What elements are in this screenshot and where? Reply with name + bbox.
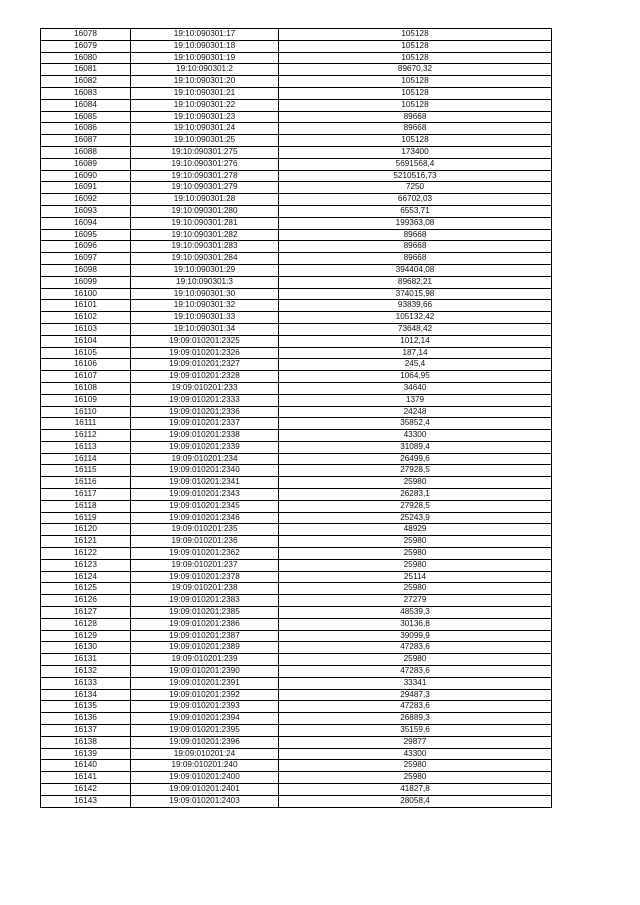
- value-cell: 105128: [279, 76, 552, 88]
- table-row: [41, 548, 552, 560]
- cadastral-number-cell: 19:10:090301:281: [131, 217, 279, 229]
- value-cell: 27928,5: [279, 465, 552, 477]
- table-row: [41, 158, 552, 170]
- cadastral-number-cell: 19:09:010201:235: [131, 524, 279, 536]
- cadastral-number-cell: 19:09:010201:2387: [131, 630, 279, 642]
- value-cell: 1379: [279, 394, 552, 406]
- table-row: [41, 382, 552, 394]
- value-cell: 25980: [279, 772, 552, 784]
- table-row: [41, 418, 552, 430]
- table-row: [41, 264, 552, 276]
- cadastral-number-cell: 19:09:010201:2338: [131, 430, 279, 442]
- value-cell: 28058,4: [279, 795, 552, 807]
- cadastral-number-cell: 19:09:010201:2327: [131, 359, 279, 371]
- table-row: [41, 135, 552, 147]
- table-row: [41, 748, 552, 760]
- row-number-cell: 16089: [41, 158, 131, 170]
- row-number-cell: 16123: [41, 559, 131, 571]
- cadastral-number-cell: 19:09:010201:2385: [131, 607, 279, 619]
- table-row: [41, 64, 552, 76]
- value-cell: 105128: [279, 40, 552, 52]
- table-row: [41, 312, 552, 324]
- table-row: [41, 559, 552, 571]
- table-row: [41, 430, 552, 442]
- cadastral-number-cell: 19:09:010201:2396: [131, 736, 279, 748]
- cadastral-number-cell: 19:09:010201:238: [131, 583, 279, 595]
- value-cell: 89668: [279, 241, 552, 253]
- value-cell: 89668: [279, 123, 552, 135]
- row-number-cell: 16142: [41, 784, 131, 796]
- value-cell: 1012,14: [279, 335, 552, 347]
- cadastral-number-cell: 19:10:090301:284: [131, 253, 279, 265]
- cadastral-number-cell: 19:10:090301:278: [131, 170, 279, 182]
- row-number-cell: 16110: [41, 406, 131, 418]
- table-row: [41, 441, 552, 453]
- value-cell: 25980: [279, 654, 552, 666]
- table-row: [41, 784, 552, 796]
- cadastral-number-cell: 19:09:010201:234: [131, 453, 279, 465]
- table-row: [41, 500, 552, 512]
- table-row: [41, 571, 552, 583]
- row-number-cell: 16116: [41, 477, 131, 489]
- row-number-cell: 16115: [41, 465, 131, 477]
- table-row: [41, 677, 552, 689]
- table-row: [41, 453, 552, 465]
- value-cell: 43300: [279, 430, 552, 442]
- row-number-cell: 16078: [41, 29, 131, 41]
- row-number-cell: 16094: [41, 217, 131, 229]
- cadastral-number-cell: 19:10:090301:29: [131, 264, 279, 276]
- value-cell: 33341: [279, 677, 552, 689]
- cadastral-number-cell: 19:10:090301:22: [131, 99, 279, 111]
- table-row: [41, 170, 552, 182]
- value-cell: 26283,1: [279, 489, 552, 501]
- value-cell: 5210516,73: [279, 170, 552, 182]
- table-row: [41, 52, 552, 64]
- row-number-cell: 16133: [41, 677, 131, 689]
- cadastral-number-cell: 19:10:090301:279: [131, 182, 279, 194]
- value-cell: 25243,9: [279, 512, 552, 524]
- row-number-cell: 16088: [41, 146, 131, 158]
- table-row: [41, 394, 552, 406]
- cadastral-number-cell: 19:09:010201:2390: [131, 666, 279, 678]
- cadastral-number-cell: 19:10:090301:33: [131, 312, 279, 324]
- row-number-cell: 16082: [41, 76, 131, 88]
- value-cell: 25980: [279, 583, 552, 595]
- cadastral-number-cell: 19:09:010201:2386: [131, 618, 279, 630]
- cadastral-number-cell: 19:09:010201:233: [131, 382, 279, 394]
- cadastral-number-cell: 19:09:010201:2325: [131, 335, 279, 347]
- row-number-cell: 16097: [41, 253, 131, 265]
- table-body: [41, 29, 552, 808]
- row-number-cell: 16124: [41, 571, 131, 583]
- table-row: [41, 607, 552, 619]
- table-row: [41, 123, 552, 135]
- value-cell: 48539,3: [279, 607, 552, 619]
- cadastral-number-cell: 19:09:010201:2401: [131, 784, 279, 796]
- value-cell: 89682,21: [279, 276, 552, 288]
- cadastral-number-cell: 19:09:010201:2403: [131, 795, 279, 807]
- cadastral-number-cell: 19:10:090301:19: [131, 52, 279, 64]
- row-number-cell: 16140: [41, 760, 131, 772]
- value-cell: 105128: [279, 87, 552, 99]
- cadastral-number-cell: 19:09:010201:2328: [131, 371, 279, 383]
- cadastral-number-cell: 19:10:090301:32: [131, 300, 279, 312]
- row-number-cell: 16131: [41, 654, 131, 666]
- table-row: [41, 760, 552, 772]
- row-number-cell: 16109: [41, 394, 131, 406]
- row-number-cell: 16127: [41, 607, 131, 619]
- table-row: [41, 29, 552, 41]
- table-row: [41, 111, 552, 123]
- cadastral-number-cell: 19:09:010201:237: [131, 559, 279, 571]
- table-row: [41, 689, 552, 701]
- table-row: [41, 666, 552, 678]
- table-row: [41, 182, 552, 194]
- table-row: [41, 772, 552, 784]
- table-row: [41, 335, 552, 347]
- table-row: [41, 359, 552, 371]
- value-cell: 26889,3: [279, 713, 552, 725]
- value-cell: 93839,66: [279, 300, 552, 312]
- table-row: [41, 512, 552, 524]
- table-row: [41, 40, 552, 52]
- cadastral-number-cell: 19:09:010201:2400: [131, 772, 279, 784]
- row-number-cell: 16103: [41, 323, 131, 335]
- row-number-cell: 16143: [41, 795, 131, 807]
- value-cell: 27279: [279, 595, 552, 607]
- value-cell: 29487,3: [279, 689, 552, 701]
- row-number-cell: 16137: [41, 725, 131, 737]
- value-cell: 35852,4: [279, 418, 552, 430]
- row-number-cell: 16084: [41, 99, 131, 111]
- cadastral-number-cell: 19:10:090301:28: [131, 194, 279, 206]
- table-row: [41, 465, 552, 477]
- table-row: [41, 642, 552, 654]
- row-number-cell: 16096: [41, 241, 131, 253]
- value-cell: 173400: [279, 146, 552, 158]
- value-cell: 39099,9: [279, 630, 552, 642]
- value-cell: 105132,42: [279, 312, 552, 324]
- cadastral-number-cell: 19:09:010201:2391: [131, 677, 279, 689]
- row-number-cell: 16106: [41, 359, 131, 371]
- document-page: [40, 28, 551, 808]
- value-cell: 89670,32: [279, 64, 552, 76]
- row-number-cell: 16129: [41, 630, 131, 642]
- row-number-cell: 16079: [41, 40, 131, 52]
- cadastral-number-cell: 19:09:010201:2395: [131, 725, 279, 737]
- cadastral-number-cell: 19:10:090301:282: [131, 229, 279, 241]
- value-cell: 41827,8: [279, 784, 552, 796]
- value-cell: 25980: [279, 536, 552, 548]
- value-cell: 105128: [279, 135, 552, 147]
- table-row: [41, 87, 552, 99]
- table-row: [41, 795, 552, 807]
- value-cell: 374015,98: [279, 288, 552, 300]
- cadastral-number-cell: 19:10:090301:24: [131, 123, 279, 135]
- cadastral-number-cell: 19:09:010201:2343: [131, 489, 279, 501]
- cadastral-number-cell: 19:10:090301:18: [131, 40, 279, 52]
- row-number-cell: 16085: [41, 111, 131, 123]
- row-number-cell: 16132: [41, 666, 131, 678]
- row-number-cell: 16134: [41, 689, 131, 701]
- value-cell: 1064,95: [279, 371, 552, 383]
- cadastral-number-cell: 19:10:090301:23: [131, 111, 279, 123]
- row-number-cell: 16113: [41, 441, 131, 453]
- table-row: [41, 194, 552, 206]
- table-row: [41, 477, 552, 489]
- cadastral-number-cell: 19:09:010201:24: [131, 748, 279, 760]
- row-number-cell: 16092: [41, 194, 131, 206]
- value-cell: 199363,08: [279, 217, 552, 229]
- table-row: [41, 288, 552, 300]
- cadastral-number-cell: 19:09:010201:2389: [131, 642, 279, 654]
- value-cell: 89668: [279, 111, 552, 123]
- cadastral-number-cell: 19:09:010201:2346: [131, 512, 279, 524]
- table-row: [41, 276, 552, 288]
- cadastral-number-cell: 19:09:010201:2383: [131, 595, 279, 607]
- cadastral-number-cell: 19:09:010201:2336: [131, 406, 279, 418]
- table-row: [41, 713, 552, 725]
- value-cell: 43300: [279, 748, 552, 760]
- row-number-cell: 16118: [41, 500, 131, 512]
- value-cell: 30136,8: [279, 618, 552, 630]
- cadastral-number-cell: 19:10:090301:283: [131, 241, 279, 253]
- table-row: [41, 583, 552, 595]
- table-row: [41, 406, 552, 418]
- cadastral-number-cell: 19:09:010201:236: [131, 536, 279, 548]
- value-cell: 47283,6: [279, 666, 552, 678]
- row-number-cell: 16108: [41, 382, 131, 394]
- cadastral-number-cell: 19:09:010201:2378: [131, 571, 279, 583]
- table-row: [41, 347, 552, 359]
- value-cell: 25980: [279, 559, 552, 571]
- cadastral-number-cell: 19:09:010201:239: [131, 654, 279, 666]
- table-row: [41, 229, 552, 241]
- row-number-cell: 16105: [41, 347, 131, 359]
- row-number-cell: 16099: [41, 276, 131, 288]
- row-number-cell: 16083: [41, 87, 131, 99]
- table-row: [41, 618, 552, 630]
- table-row: [41, 323, 552, 335]
- value-cell: 25980: [279, 548, 552, 560]
- value-cell: 25980: [279, 760, 552, 772]
- table-row: [41, 76, 552, 88]
- cadastral-number-cell: 19:10:090301:275: [131, 146, 279, 158]
- value-cell: 6553,71: [279, 205, 552, 217]
- row-number-cell: 16087: [41, 135, 131, 147]
- cadastral-number-cell: 19:09:010201:2393: [131, 701, 279, 713]
- row-number-cell: 16125: [41, 583, 131, 595]
- row-number-cell: 16093: [41, 205, 131, 217]
- value-cell: 25980: [279, 477, 552, 489]
- table-row: [41, 489, 552, 501]
- value-cell: 47283,6: [279, 642, 552, 654]
- value-cell: 48929: [279, 524, 552, 536]
- row-number-cell: 16095: [41, 229, 131, 241]
- row-number-cell: 16102: [41, 312, 131, 324]
- row-number-cell: 16128: [41, 618, 131, 630]
- value-cell: 394404,08: [279, 264, 552, 276]
- value-cell: 105128: [279, 29, 552, 41]
- value-cell: 25114: [279, 571, 552, 583]
- table-row: [41, 146, 552, 158]
- value-cell: 73648,42: [279, 323, 552, 335]
- cadastral-number-cell: 19:09:010201:2341: [131, 477, 279, 489]
- cadastral-number-cell: 19:09:010201:2337: [131, 418, 279, 430]
- table-row: [41, 205, 552, 217]
- value-cell: 26499,6: [279, 453, 552, 465]
- value-cell: 89668: [279, 253, 552, 265]
- value-cell: 105128: [279, 52, 552, 64]
- row-number-cell: 16090: [41, 170, 131, 182]
- row-number-cell: 16080: [41, 52, 131, 64]
- row-number-cell: 16111: [41, 418, 131, 430]
- row-number-cell: 16101: [41, 300, 131, 312]
- row-number-cell: 16098: [41, 264, 131, 276]
- cadastral-number-cell: 19:10:090301:34: [131, 323, 279, 335]
- value-cell: 66702,03: [279, 194, 552, 206]
- cadastral-number-cell: 19:09:010201:2333: [131, 394, 279, 406]
- row-number-cell: 16100: [41, 288, 131, 300]
- value-cell: 245,4: [279, 359, 552, 371]
- table-row: [41, 536, 552, 548]
- cadastral-number-cell: 19:10:090301:25: [131, 135, 279, 147]
- value-cell: 24248: [279, 406, 552, 418]
- table-row: [41, 241, 552, 253]
- table-row: [41, 300, 552, 312]
- table-row: [41, 99, 552, 111]
- row-number-cell: 16122: [41, 548, 131, 560]
- row-number-cell: 16120: [41, 524, 131, 536]
- table-row: [41, 701, 552, 713]
- cadastral-number-cell: 19:10:090301:276: [131, 158, 279, 170]
- row-number-cell: 16107: [41, 371, 131, 383]
- value-cell: 29877: [279, 736, 552, 748]
- table-row: [41, 630, 552, 642]
- row-number-cell: 16119: [41, 512, 131, 524]
- row-number-cell: 16135: [41, 701, 131, 713]
- row-number-cell: 16121: [41, 536, 131, 548]
- value-cell: 27928,5: [279, 500, 552, 512]
- table-row: [41, 371, 552, 383]
- value-cell: 34640: [279, 382, 552, 394]
- cadastral-number-cell: 19:10:090301:3: [131, 276, 279, 288]
- cadastral-number-cell: 19:09:010201:240: [131, 760, 279, 772]
- table-row: [41, 253, 552, 265]
- value-cell: 7250: [279, 182, 552, 194]
- cadastral-number-cell: 19:10:090301:17: [131, 29, 279, 41]
- table-row: [41, 654, 552, 666]
- row-number-cell: 16117: [41, 489, 131, 501]
- cadastral-number-cell: 19:09:010201:2340: [131, 465, 279, 477]
- cadastral-number-cell: 19:10:090301:2: [131, 64, 279, 76]
- table-row: [41, 524, 552, 536]
- data-table: [40, 28, 552, 808]
- cadastral-number-cell: 19:10:090301:280: [131, 205, 279, 217]
- table-row: [41, 595, 552, 607]
- cadastral-number-cell: 19:09:010201:2362: [131, 548, 279, 560]
- row-number-cell: 16141: [41, 772, 131, 784]
- row-number-cell: 16139: [41, 748, 131, 760]
- row-number-cell: 16112: [41, 430, 131, 442]
- cadastral-number-cell: 19:09:010201:2394: [131, 713, 279, 725]
- value-cell: 31089,4: [279, 441, 552, 453]
- cadastral-number-cell: 19:10:090301:20: [131, 76, 279, 88]
- cadastral-number-cell: 19:10:090301:21: [131, 87, 279, 99]
- value-cell: 5691568,4: [279, 158, 552, 170]
- cadastral-number-cell: 19:09:010201:2392: [131, 689, 279, 701]
- value-cell: 89668: [279, 229, 552, 241]
- value-cell: 105128: [279, 99, 552, 111]
- row-number-cell: 16104: [41, 335, 131, 347]
- cadastral-number-cell: 19:09:010201:2326: [131, 347, 279, 359]
- cadastral-number-cell: 19:09:010201:2345: [131, 500, 279, 512]
- row-number-cell: 16136: [41, 713, 131, 725]
- cadastral-number-cell: 19:10:090301:30: [131, 288, 279, 300]
- table-row: [41, 736, 552, 748]
- value-cell: 35159,6: [279, 725, 552, 737]
- table-row: [41, 725, 552, 737]
- value-cell: 187,14: [279, 347, 552, 359]
- row-number-cell: 16130: [41, 642, 131, 654]
- cadastral-number-cell: 19:09:010201:2339: [131, 441, 279, 453]
- row-number-cell: 16114: [41, 453, 131, 465]
- row-number-cell: 16091: [41, 182, 131, 194]
- row-number-cell: 16086: [41, 123, 131, 135]
- row-number-cell: 16126: [41, 595, 131, 607]
- value-cell: 47283,6: [279, 701, 552, 713]
- table-row: [41, 217, 552, 229]
- row-number-cell: 16138: [41, 736, 131, 748]
- row-number-cell: 16081: [41, 64, 131, 76]
